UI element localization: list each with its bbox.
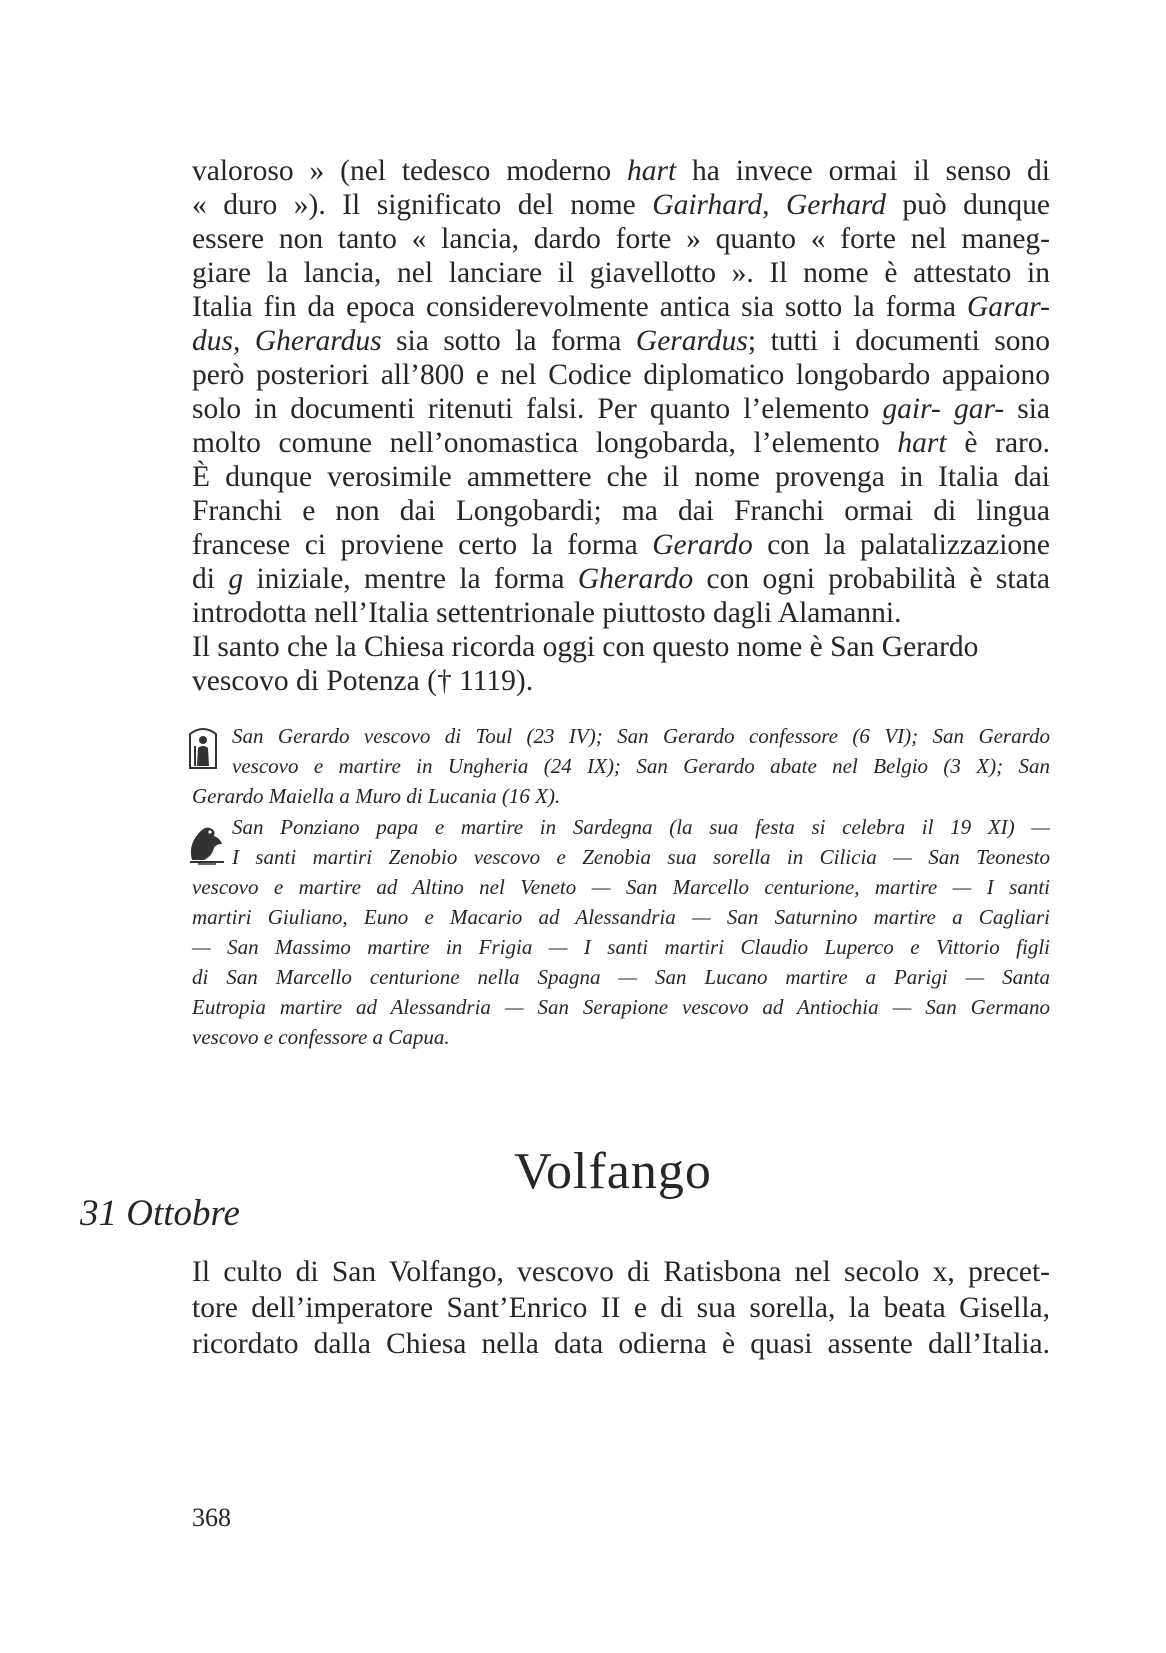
text-line: giare la lancia, nel lanciare il giavellotto ». Il nome è attestato in <box>192 257 1050 289</box>
text-line: ricordato dalla Chiesa nella data odierna è quasi assente dall’Italia. <box>192 1328 1050 1360</box>
martyrs-note-line: I santi martiri Zenobio vescovo e Zenobia sua sorella in Cilicia — San Teonesto <box>232 845 1050 869</box>
bird-icon <box>186 822 226 871</box>
text-line: di g iniziale, mentre la forma Gherardo con ogni probabilità è stata <box>192 563 1050 595</box>
text-line: valoroso » (nel tedesco moderno hart ha invece ormai il senso di <box>192 155 1050 187</box>
martyrs-note-line: vescovo e confessore a Capua. <box>192 1025 450 1049</box>
text-line: essere non tanto « lancia, dardo forte » quanto « forte nel maneg- <box>192 223 1050 255</box>
text-line: tore dell’imperatore Sant’Enrico II e di sua sorella, la beata Gisella, <box>192 1292 1050 1324</box>
saints-note-line: Gerardo Maiella a Muro di Lucania (16 X). <box>192 784 561 808</box>
page-number: 368 <box>192 1503 231 1532</box>
text-line: solo in documenti ritenuti falsi. Per quanto l’elemento gair- gar- sia <box>192 393 1051 425</box>
martyrs-note-line: San Ponziano papa e martire in Sardegna (la sua festa si celebra il 19 XI) — <box>232 815 1050 839</box>
text-line: francese ci proviene certo la forma Gerardo con la palatalizzazione <box>192 529 1050 561</box>
saints-note-line: vescovo e martire in Ungheria (24 IX); San Gerardo abate nel Belgio (3 X); San <box>232 754 1050 778</box>
section-title: Volfango <box>514 1143 712 1200</box>
martyrs-note-line: — San Massimo martire in Frigia — I santi martiri Claudio Luperco e Vittorio figli <box>192 935 1050 959</box>
text-line: molto comune nell’onomastica longobarda, l’elemento hart è raro. <box>192 427 1050 459</box>
section-date: 31 Ottobre <box>80 1193 240 1234</box>
text-line: vescovo di Potenza († 1119). <box>192 665 534 697</box>
text-line: introdotta nell’Italia settentrionale piuttosto dagli Alamanni. <box>192 597 902 629</box>
text-line: Il culto di San Volfango, vescovo di Ratisbona nel secolo x, precet- <box>192 1256 1050 1288</box>
martyrs-note-line: Eutropia martire ad Alessandria — San Serapione vescovo ad Antiochia — San Germano <box>192 995 1050 1019</box>
martyrs-note-line: vescovo e martire ad Altino nel Veneto — San Marcello centurione, martire — I santi <box>192 875 1050 899</box>
text-line: Il santo che la Chiesa ricorda oggi con questo nome è San Gerardo <box>192 631 979 663</box>
text-line: Italia fin da epoca considerevolmente antica sia sotto la forma Garar- <box>192 291 1050 323</box>
martyrs-note-line: di San Marcello centurione nella Spagna — San Lucano martire a Parigi — Santa <box>192 965 1050 989</box>
text-line: « duro »). Il significato del nome Gairhard, Gerhard può dunque <box>192 189 1051 221</box>
text-line: È dunque verosimile ammettere che il nome provenga in Italia dai <box>192 461 1050 493</box>
text-line: Franchi e non dai Longobardi; ma dai Franchi ormai di lingua <box>192 495 1050 527</box>
martyrs-note-line: martiri Giuliano, Euno e Macario ad Alessandria — San Saturnino martire a Cagliari <box>192 905 1050 929</box>
saints-note-line: San Gerardo vescovo di Toul (23 IV); San Gerardo confessore (6 VI); San Gerardo <box>232 724 1050 748</box>
text-line: dus, Gherardus sia sotto la forma Gerardus; tutti i documenti sono <box>192 325 1051 357</box>
text-line: però posteriori all’800 e nel Codice diplomatico longobardo appaiono <box>192 359 1050 391</box>
saint-figure-icon <box>187 726 219 775</box>
